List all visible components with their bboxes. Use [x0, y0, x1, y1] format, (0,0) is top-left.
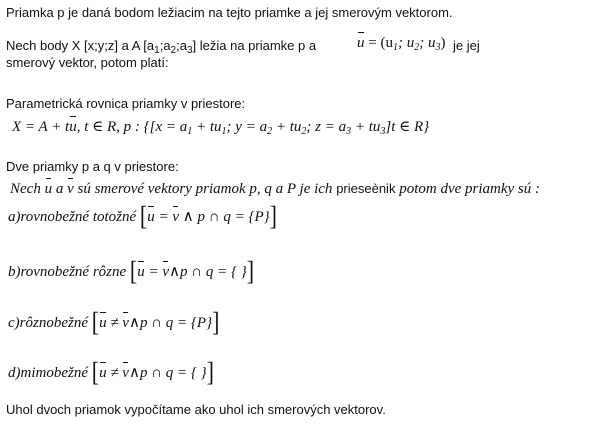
eq-p4: ; z = a [306, 119, 347, 135]
direction-vector-formula [357, 31, 445, 57]
u-sub-3: 3 [435, 42, 441, 53]
nech-a: Nech [10, 181, 45, 197]
sub-a2: 2 [170, 45, 177, 56]
case-a-u: u [147, 205, 155, 226]
eq-end: ]t ∈ R} [385, 119, 430, 135]
case-d-label: d)mimobežné [8, 365, 88, 381]
two-lines-statement [10, 177, 540, 198]
case-a-close: ] [269, 199, 277, 231]
vector-u: u [357, 31, 365, 52]
u-sub-2: 2 [414, 42, 420, 53]
case-a-cond-1: = [154, 209, 173, 225]
case-c-label: c)rôznobežné [8, 315, 88, 331]
case-a-cond-2: ∧ p ∩ q = {P} [179, 209, 270, 225]
case-b-cond-1: = [144, 264, 163, 280]
priesecnik: prieseènik [336, 181, 396, 196]
case-b-close: ] [246, 254, 255, 286]
case-c-v: v [122, 311, 129, 332]
intro-text-a: Nech body X [x;y;z] a A [a [6, 38, 155, 53]
case-d-cond-1: ≠ [106, 365, 123, 381]
case-b-v: v [162, 260, 169, 281]
u-sep-2: ; u [419, 35, 436, 51]
eq-p3: + tu [272, 119, 302, 135]
eq-s1b: 1 [221, 126, 227, 137]
intro-line-3: smerový vektor, potom platí: [6, 55, 169, 70]
case-c-cond-1: ≠ [106, 315, 123, 331]
case-b-label: b)rovnobežné rôzne [8, 264, 127, 280]
sub-a3: 3 [186, 45, 193, 56]
eq-s2b: 2 [301, 126, 307, 137]
eq-p1: + tu [192, 119, 222, 135]
case-d-close: ] [206, 355, 214, 387]
outro-text: Uhol dvoch priamok vypočítame ako uhol ich smerových vektorov. [6, 402, 386, 417]
a-word: a [52, 181, 68, 197]
case-b-open: [ [129, 254, 138, 286]
case-c-u: u [99, 311, 107, 332]
vector-eq: = (u [368, 35, 393, 51]
parametric-equation [12, 115, 429, 141]
case-a [8, 199, 277, 231]
intro-line-1: Priamka p je daná bodom ležiacim na tejto priamke a jej smerovým vektorom. [6, 5, 453, 20]
two-lines-heading: Dve priamky p a q v priestore: [6, 159, 179, 174]
case-a-v: v [172, 205, 179, 226]
case-d-u: u [99, 361, 107, 382]
case-b [8, 254, 255, 286]
sep-a1: ;a [159, 38, 171, 53]
case-c-cond-2: ∧p ∩ q = {P} [128, 315, 213, 331]
case-d [8, 355, 214, 387]
nech-b: sú smerové vektory priamok p, q a P je ich [73, 181, 337, 197]
eq-p2: ; y = a [226, 119, 268, 135]
case-b-cond-2: ∧p ∩ q = { } [169, 264, 247, 280]
vector-close: ) [440, 35, 446, 51]
nech-c: potom dve priamky sú : [395, 181, 541, 197]
case-a-open: [ [139, 199, 148, 231]
eq-s1: 1 [187, 126, 193, 137]
u-sub-1: 1 [392, 42, 398, 53]
case-c-open: [ [91, 305, 100, 337]
eq-s2: 2 [267, 126, 273, 137]
stmt-vector-v: v [67, 177, 74, 198]
eq-vector-u: u [69, 115, 77, 136]
parametric-heading: Parametrická rovnica priamky v priestore: [6, 96, 246, 111]
case-b-u: u [137, 260, 145, 281]
u-sep-1: ; u [397, 35, 415, 51]
sep-a2: ;a [176, 38, 187, 53]
eq-p5: + tu [351, 119, 381, 135]
eq-s3b: 3 [380, 126, 386, 137]
case-d-v: v [122, 361, 129, 382]
intro-text-b: ] ležia na priamke p a [192, 38, 317, 53]
intro-text-c: je jej [453, 38, 480, 53]
eq-left: X = A + t [12, 119, 70, 135]
sub-a1: 1 [154, 45, 160, 56]
case-d-open: [ [91, 355, 100, 387]
eq-mid: , t ∈ R, p : {[x = a [76, 119, 188, 135]
eq-s3: 3 [346, 126, 352, 137]
case-d-cond-2: ∧p ∩ q = { } [128, 365, 207, 381]
case-c [8, 305, 220, 337]
stmt-vector-u: u [45, 177, 53, 198]
case-c-close: ] [212, 305, 220, 337]
case-a-label: a)rovnobežné totožné [8, 209, 137, 225]
